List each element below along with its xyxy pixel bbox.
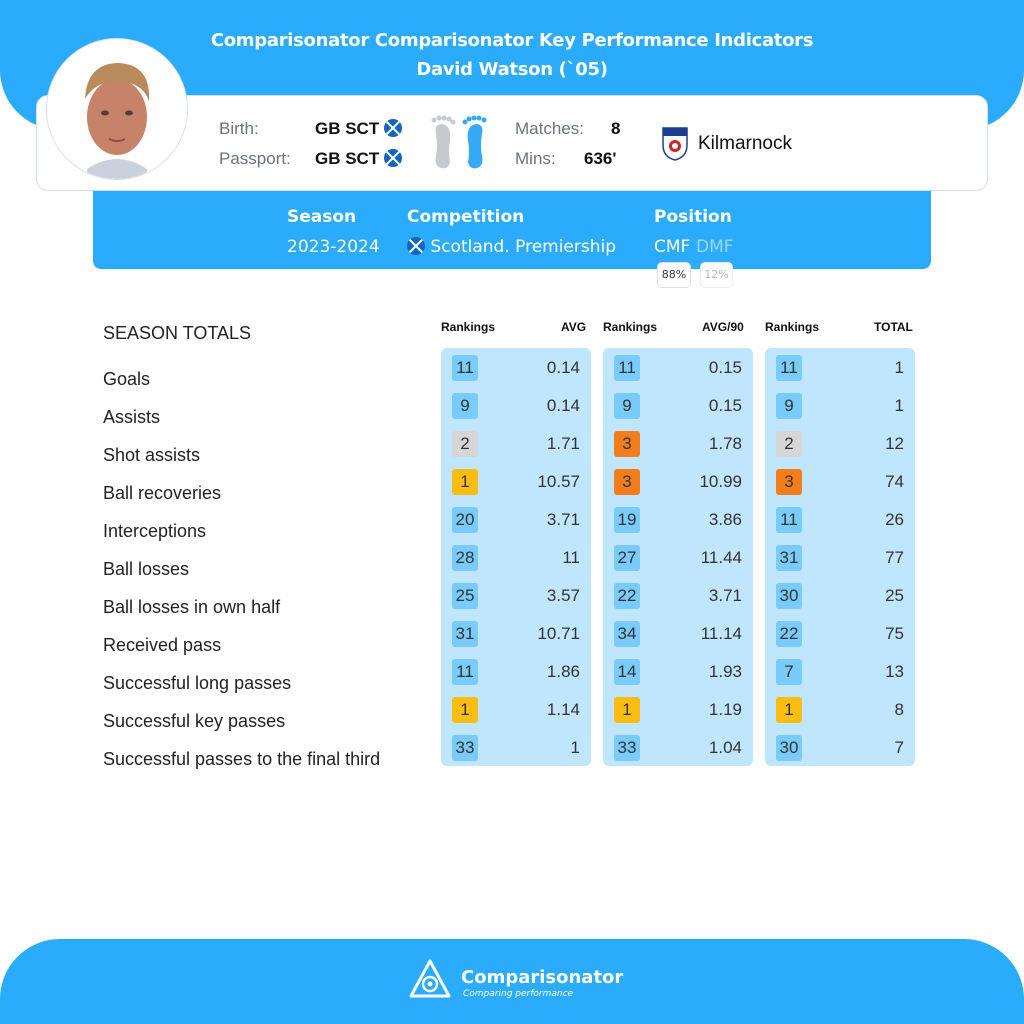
- stat-value: 3.71: [708, 586, 742, 605]
- stat-value: 0.14: [546, 358, 580, 377]
- stat-row-label: Interceptions: [103, 521, 207, 541]
- birth-value: GB SCT: [315, 119, 402, 139]
- ranking-badge: 20: [452, 507, 478, 533]
- ranking-badge: 28: [452, 545, 478, 571]
- stat-value: 0.15: [708, 396, 742, 415]
- ranking-badge: 9: [452, 393, 478, 419]
- stat-value: 1.71: [546, 434, 580, 453]
- player-name: David Watson (`05): [416, 59, 608, 80]
- col-header-avg: AVG: [561, 320, 587, 334]
- feet-icon: [428, 112, 490, 172]
- ranking-badge: 9: [614, 393, 640, 419]
- ranking-badge: 11: [452, 355, 478, 381]
- ranking-badge: 31: [452, 621, 478, 647]
- ranking-badge: 2: [776, 431, 802, 457]
- stat-value: 1.04: [708, 738, 742, 757]
- stat-value: 11.44: [700, 548, 742, 567]
- stat-row-label: Successful long passes: [103, 673, 292, 693]
- ranking-badge: 34: [614, 621, 640, 647]
- stat-value: 3.71: [546, 510, 580, 529]
- scotland-flag-icon: [384, 149, 402, 167]
- season-value: 2023-2024: [287, 237, 380, 257]
- stat-value: 10.99: [699, 472, 742, 491]
- report-title: Comparisonator Comparisonator Key Performance Indicators: [210, 30, 814, 51]
- stat-row-label: Goals: [103, 369, 151, 389]
- ranking-badge: 1: [776, 697, 802, 723]
- club-crest-icon: [660, 125, 690, 161]
- stat-value: 25: [885, 586, 904, 605]
- ranking-badge: 19: [614, 507, 640, 533]
- stat-value: 1.93: [708, 662, 742, 681]
- ranking-badge: 33: [452, 735, 478, 761]
- player-avatar: [47, 39, 187, 179]
- position-secondary: DMF: [696, 237, 734, 257]
- position-label: Position: [654, 207, 732, 227]
- comparisonator-logo-icon: [408, 958, 452, 1002]
- stat-value: 3.86: [708, 510, 742, 529]
- stat-value: 1: [894, 396, 904, 415]
- stat-row-label: Shot assists: [103, 445, 201, 465]
- position-secondary-pct: 12%: [700, 262, 733, 288]
- scotland-flag-icon: [407, 237, 425, 255]
- competition-value: Scotland. Premiership: [407, 237, 616, 257]
- position-primary-pct: 88%: [657, 262, 691, 288]
- stat-value: 10.57: [537, 472, 580, 491]
- stat-value: 8: [894, 700, 904, 719]
- ranking-badge: 14: [614, 659, 640, 685]
- col-header-total: TOTAL: [874, 320, 913, 334]
- ranking-badge: 11: [614, 355, 640, 381]
- col-header-rankings-total: Rankings: [765, 320, 820, 334]
- stat-value: 75: [885, 624, 904, 643]
- stat-row-label: Successful passes to the final third: [103, 749, 381, 769]
- ranking-badge: 33: [614, 735, 640, 761]
- club-name: Kilmarnock: [698, 133, 792, 154]
- ranking-badge: 30: [776, 583, 802, 609]
- stat-value: 12: [885, 434, 904, 453]
- stat-value: 1: [570, 738, 580, 757]
- ranking-badge: 25: [452, 583, 478, 609]
- passport-label: Passport:: [219, 149, 291, 168]
- stat-value: 1.78: [708, 434, 742, 453]
- section-title: SEASON TOTALS: [103, 323, 252, 343]
- ranking-badge: 7: [776, 659, 802, 685]
- matches-label: Matches:: [515, 119, 584, 138]
- stat-value: 1.19: [708, 700, 742, 719]
- stat-value: 74: [885, 472, 904, 491]
- ranking-badge: 22: [776, 621, 802, 647]
- ranking-badge: 1: [452, 469, 478, 495]
- stat-value: 3.57: [546, 586, 580, 605]
- stat-row-label: Successful key passes: [103, 711, 286, 731]
- mins-label: Mins:: [515, 149, 556, 168]
- ranking-badge: 11: [776, 355, 802, 381]
- ranking-badge: 3: [776, 469, 802, 495]
- ranking-badge: 11: [452, 659, 478, 685]
- col-header-rankings-avg: Rankings: [441, 320, 496, 334]
- passport-value: GB SCT: [315, 149, 402, 169]
- stat-value: 1.86: [546, 662, 580, 681]
- stat-row-label: Ball losses: [103, 559, 190, 579]
- stat-value: 11: [562, 548, 580, 567]
- position-primary: CMF: [654, 237, 691, 257]
- stat-value: 13: [885, 662, 904, 681]
- stat-row-label: Assists: [103, 407, 161, 427]
- ranking-badge: 22: [614, 583, 640, 609]
- ranking-badge: 9: [776, 393, 802, 419]
- col-header-rankings-avg90: Rankings: [603, 320, 658, 334]
- ranking-badge: 2: [452, 431, 478, 457]
- stat-row-label: Ball recoveries: [103, 483, 222, 503]
- stat-value: 77: [885, 548, 904, 567]
- stat-row-label: Ball losses in own half: [103, 597, 281, 617]
- season-label: Season: [287, 207, 357, 227]
- stat-value: 11.14: [700, 624, 742, 643]
- ranking-badge: 1: [614, 697, 640, 723]
- stat-value: 0.14: [546, 396, 580, 415]
- ranking-badge: 31: [776, 545, 802, 571]
- birth-label: Birth:: [219, 119, 259, 138]
- ranking-badge: 1: [452, 697, 478, 723]
- col-header-avg90: AVG/90: [702, 320, 744, 334]
- footer-tagline: Comparing performance: [463, 989, 574, 999]
- matches-value: 8: [611, 119, 621, 138]
- competition-label: Competition: [407, 207, 525, 227]
- ranking-badge: 11: [776, 507, 802, 533]
- stat-value: 10.71: [537, 624, 580, 643]
- stat-value: 26: [885, 510, 904, 529]
- stat-row-label: Received pass: [103, 635, 222, 655]
- stat-value: 7: [894, 738, 904, 757]
- ranking-badge: 3: [614, 469, 640, 495]
- stat-value: 0.15: [708, 358, 742, 377]
- ranking-badge: 3: [614, 431, 640, 457]
- footer-brand: Comparisonator: [461, 967, 624, 988]
- scotland-flag-icon: [384, 119, 402, 137]
- ranking-badge: 27: [614, 545, 640, 571]
- mins-value: 636': [584, 149, 617, 168]
- ranking-badge: 30: [776, 735, 802, 761]
- stat-value: 1: [894, 358, 904, 377]
- season-band: [93, 191, 931, 269]
- stat-value: 1.14: [546, 700, 580, 719]
